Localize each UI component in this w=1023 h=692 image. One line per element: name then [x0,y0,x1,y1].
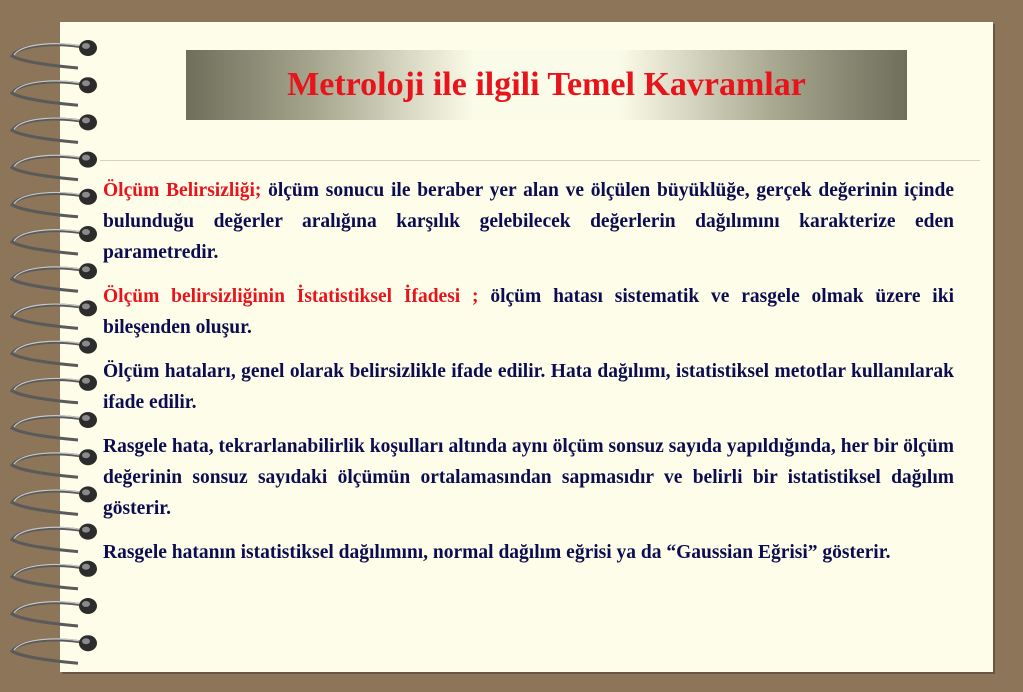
spiral-binding [0,0,120,692]
paragraph [103,537,954,568]
paragraph-text: ölçüm hatası sistematik ve rasgele olmak üzere iki bileşenden oluşur. [103,286,954,338]
spiral-ring [12,524,97,552]
paragraph [103,175,954,268]
spiral-ring [12,114,97,142]
spiral-ring [12,40,97,68]
spiral-ring [12,338,97,366]
paragraph-text: Rasgele hatanın istatistiksel dağılımını, normal dağılım eğrisi ya da “Gaussian Eğrisi” gösterir. [103,542,891,563]
paragraph-text: Ölçüm hataları, genel olarak belirsizlikle ifade edilir. Hata dağılımı, istatistiksel metotlar kullanılarak ifade edilir. [103,361,954,413]
body-text [103,175,954,581]
term: Ölçüm Belirsizliği; [103,180,262,201]
spiral-ring [12,263,97,291]
term: Ölçüm belirsizliğinin İstatistiksel İfadesi ; [103,286,479,307]
spiral-ring [12,189,97,217]
title-banner [186,50,907,120]
paragraph [103,356,954,418]
spiral-ring [12,449,97,477]
spiral-ring [12,77,97,105]
spiral-ring [12,412,97,440]
spiral-ring [12,561,97,589]
paragraph [103,431,954,524]
paragraph [103,281,954,343]
spiral-ring [12,226,97,254]
paragraph-text: ölçüm sonucu ile beraber yer alan ve ölçülen büyüklüğe, gerçek değerinin içinde bulunduğu değerler aralığına karşılık gelebilecek değerlerin dağılımını karakterize eden parametredir. [103,180,954,263]
divider [100,160,980,161]
spiral-ring [12,152,97,180]
spiral-ring [12,598,97,626]
spiral-ring [12,635,97,663]
spiral-ring [12,375,97,403]
spiral-ring [12,486,97,514]
page-title: Metroloji ile ilgili Temel Kavramlar [287,66,806,103]
paragraph-text: Rasgele hata, tekrarlanabilirlik koşulları altında aynı ölçüm sonsuz sayıda yapıldığında, her bir ölçüm değerinin sonsuz sayıdaki ölçümün ortalamasından sapmasıdır ve belirli bir istatistiksel dağılım gösterir. [103,436,954,519]
spiral-ring [12,300,97,328]
